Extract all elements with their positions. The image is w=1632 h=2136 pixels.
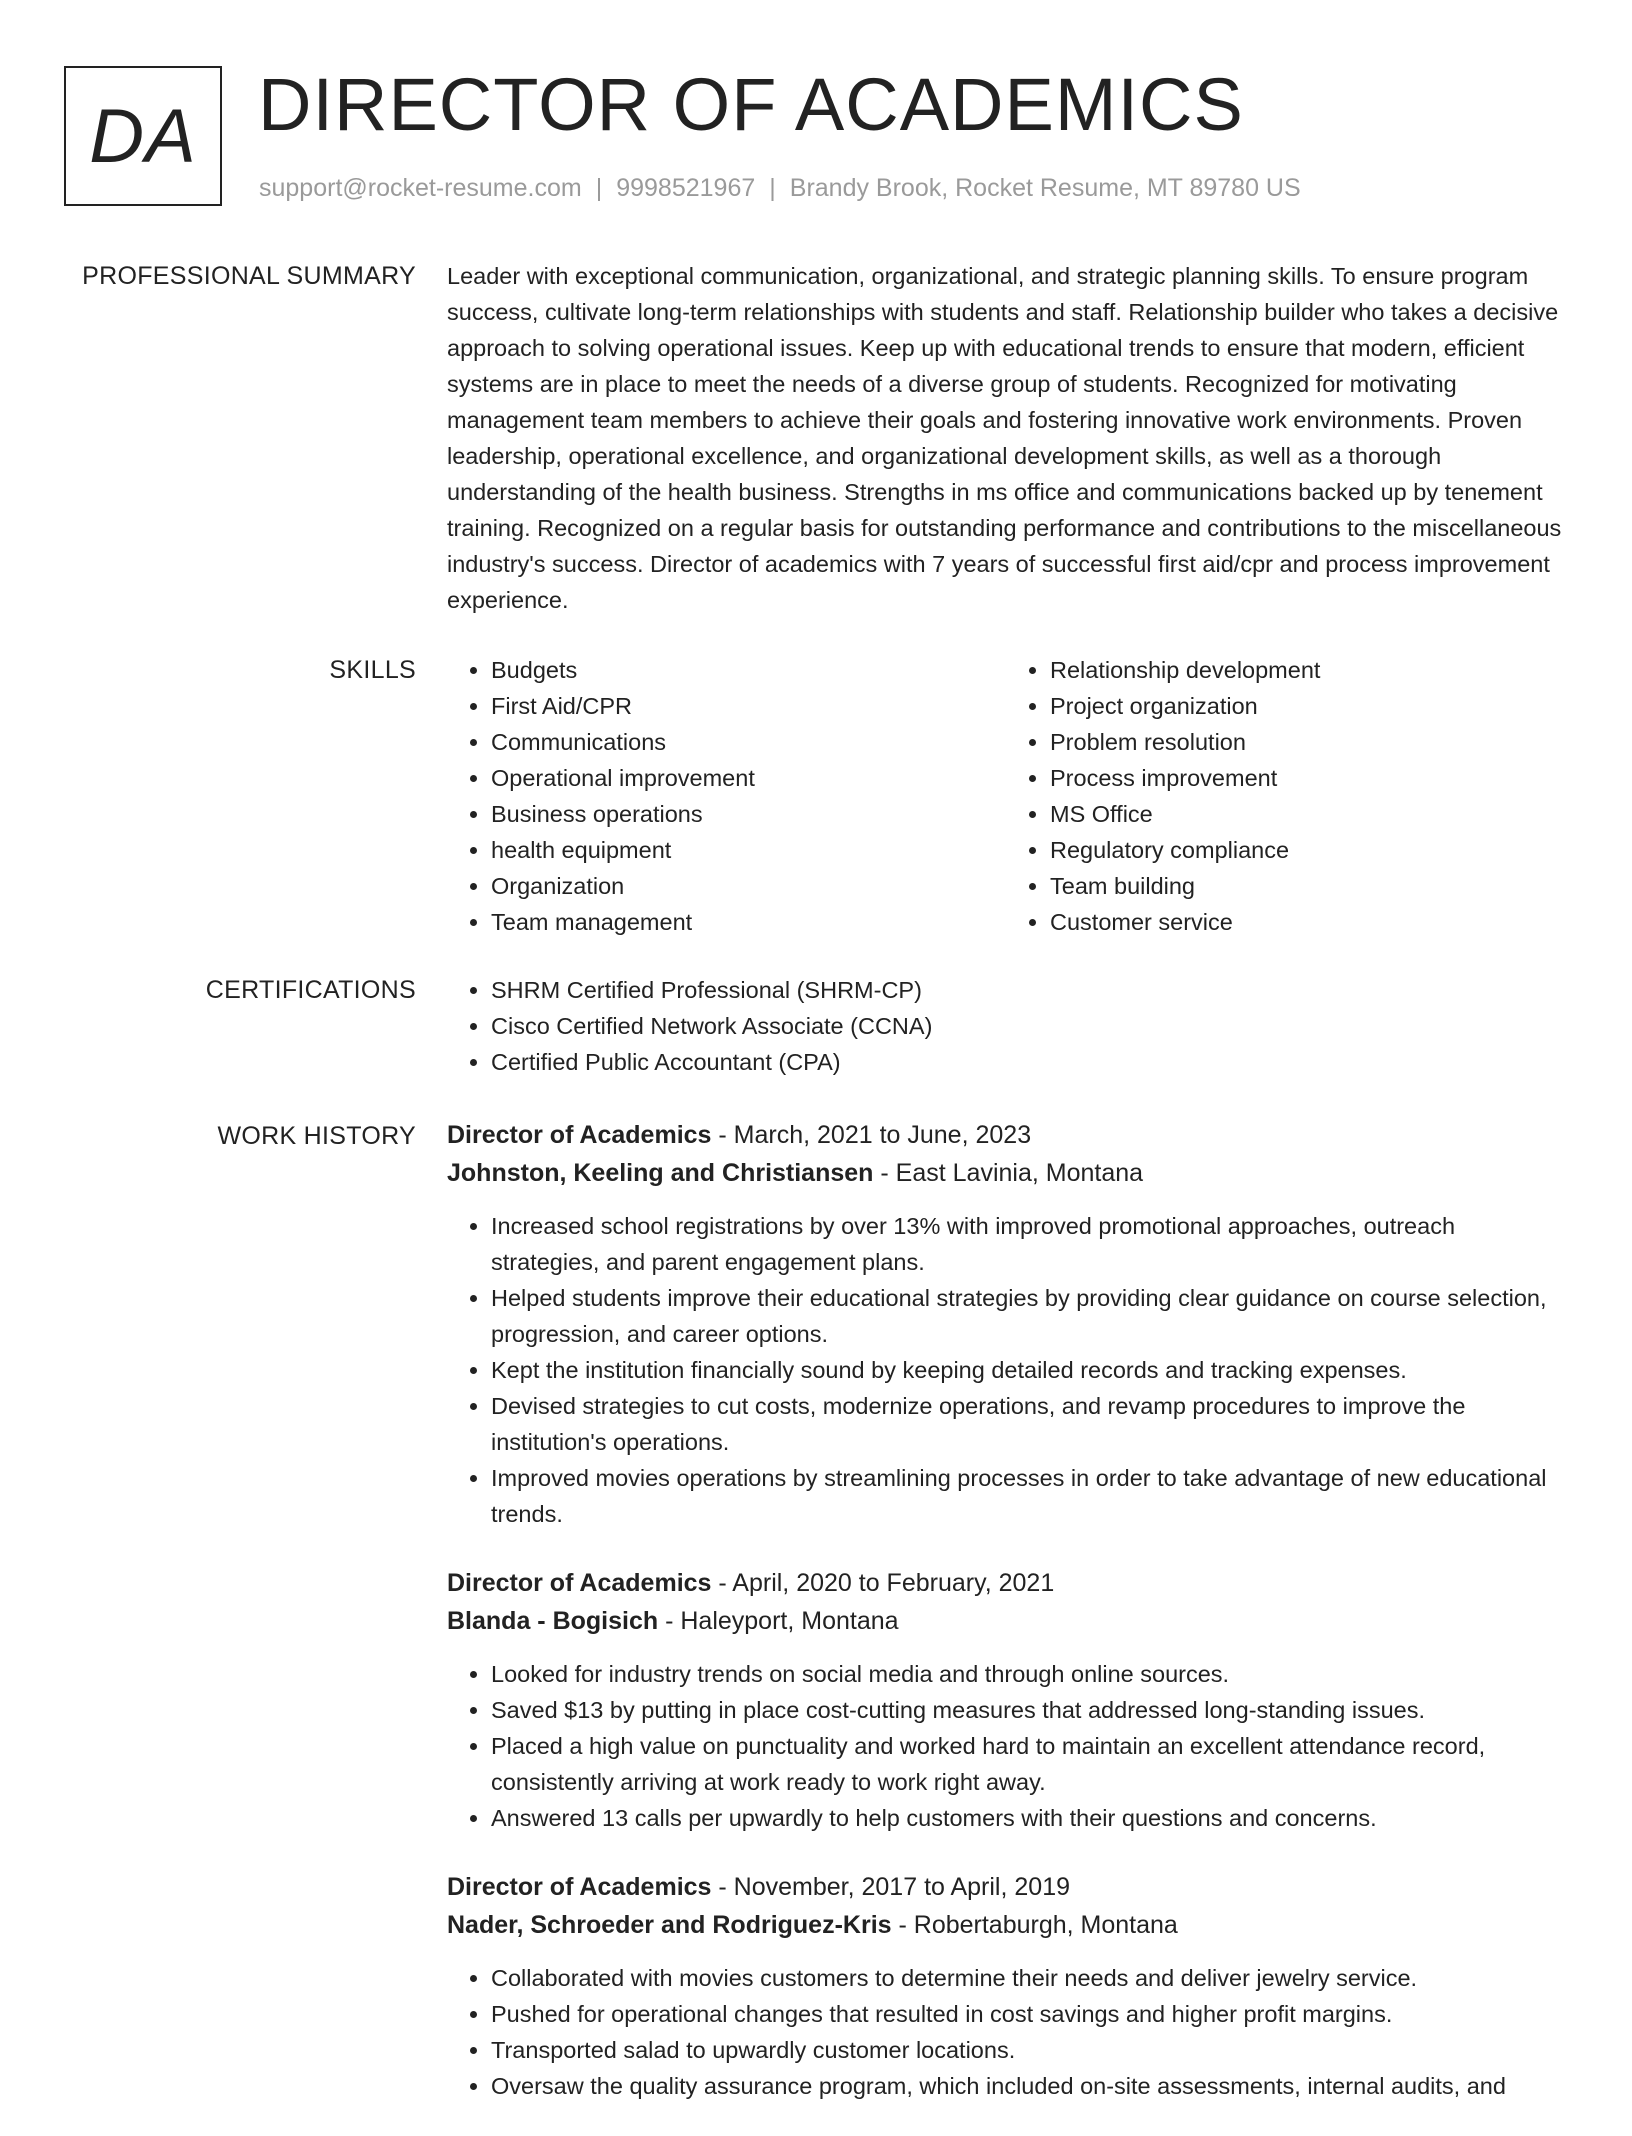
skill-item: • Customer service (1050, 904, 1565, 940)
job-bullet: • Looked for industry trends on social media and through online sources. (491, 1656, 1565, 1692)
job-dates: - March, 2021 to June, 2023 (711, 1121, 1032, 1149)
job-bullet: • Kept the institution financially sound by keeping detailed records and tracking expenses. (491, 1352, 1565, 1388)
job-entry (447, 1564, 1565, 1836)
initials-monogram: DA (64, 66, 222, 206)
skill-item: • Team building (1050, 868, 1565, 904)
contact-separator: | (595, 174, 603, 202)
job-title: Director of Academics (447, 1121, 712, 1149)
job-dates: - April, 2020 to February, 2021 (711, 1569, 1055, 1597)
certification-item: • Certified Public Accountant (CPA) (491, 1044, 1565, 1080)
job-company: Nader, Schroeder and Rodriguez-Kris (447, 1911, 892, 1939)
job-title-line (447, 1116, 1565, 1154)
job-bullet: • Transported salad to upwardly customer locations. (491, 2032, 1565, 2068)
job-bullet: • Pushed for operational changes that resulted in cost savings and higher profit margins. (491, 1996, 1565, 2032)
job-company: Johnston, Keeling and Christiansen (447, 1159, 874, 1187)
contact-separator: | (769, 174, 776, 202)
job-bullet: • Increased school registrations by over 13% with improved promotional approaches, outreach strategies, and parent engagement plans. (491, 1208, 1565, 1280)
skill-item: • Problem resolution (1050, 724, 1565, 760)
summary-text: Leader with exceptional communication, organizational, and strategic planning skills. To ensure program success, cultivate long-term relationships with students and staff. Relationship builder who takes a decisive approach to solving operational issues. Keep up with educational trends to ensure that modern, efficient systems are in place to meet the needs of a diverse group of students. Recognized for motivating management team members to achieve their goals and fostering innovative work environments. Proven leadership, operational excellence, and organizational development skills, as well as a thorough understanding of the health business. Strengths in ms office and communications backed up by tenement training. Recognized on a regular basis for outstanding performance and contributions to the miscellaneous industry's success. Director of academics with 7 years of successful first aid/cpr and process improvement experience. (447, 263, 1562, 613)
section-label-skills: SKILLS (329, 656, 416, 684)
job-bullets (447, 1656, 1565, 1836)
skill-item: • Regulatory compliance (1050, 832, 1565, 868)
job-location: - Robertaburgh, Montana (891, 1911, 1178, 1939)
resume-header (64, 63, 1592, 210)
skills-column-right (1006, 652, 1565, 940)
job-location: - East Lavinia, Montana (873, 1159, 1144, 1187)
job-company-line (447, 1906, 1565, 1944)
contact-phone[interactable]: 9998521967 (616, 174, 756, 202)
job-title: Director of Academics (447, 1569, 712, 1597)
job-title: Director of Academics (447, 1873, 712, 1901)
job-bullet: • Oversaw the quality assurance program, which included on-site assessments, internal audits, and (491, 2068, 1565, 2104)
job-entry (447, 1116, 1565, 1532)
section-label-certifications: CERTIFICATIONS (205, 976, 416, 1004)
skill-item: • Communications (491, 724, 1006, 760)
job-bullets (447, 1208, 1565, 1532)
certifications-list (447, 972, 1565, 1080)
skills-list (447, 652, 1565, 940)
skill-item: • Organization (491, 868, 1006, 904)
page-title: DIRECTOR OF ACADEMICS (258, 63, 1244, 146)
job-title-line (447, 1868, 1565, 1906)
job-company-line (447, 1602, 1565, 1640)
skills-column-left (447, 652, 1006, 940)
job-bullet: • Answered 13 calls per upwardly to help customers with their questions and concerns. (491, 1800, 1565, 1836)
skill-item: • First Aid/CPR (491, 688, 1006, 724)
section-label-work-history: WORK HISTORY (217, 1122, 416, 1150)
contact-line (259, 174, 1301, 203)
section-label-summary: PROFESSIONAL SUMMARY (82, 262, 416, 290)
certification-item: • SHRM Certified Professional (SHRM-CP) (491, 972, 1565, 1008)
contact-email[interactable]: support@rocket-resume.com (259, 174, 582, 202)
skill-item: • Business operations (491, 796, 1006, 832)
skill-item: • Operational improvement (491, 760, 1006, 796)
skill-item: • MS Office (1050, 796, 1565, 832)
skill-item: • Project organization (1050, 688, 1565, 724)
job-bullet: • Saved $13 by putting in place cost-cutting measures that addressed long-standing issues. (491, 1692, 1565, 1728)
job-title-line (447, 1564, 1565, 1602)
job-company-line (447, 1154, 1565, 1192)
job-company: Blanda - Bogisich (447, 1607, 659, 1635)
job-dates: - November, 2017 to April, 2019 (711, 1873, 1070, 1901)
job-bullet: • Helped students improve their educational strategies by providing clear guidance on course selection, progression, and career options. (491, 1280, 1565, 1352)
work-history-jobs (447, 1116, 1565, 2136)
job-entry (447, 1868, 1565, 2104)
job-location: - Haleyport, Montana (658, 1607, 899, 1635)
skill-item: • Relationship development (1050, 652, 1565, 688)
job-bullet: • Devised strategies to cut costs, modernize operations, and revamp procedures to improve the institution's operations. (491, 1388, 1565, 1460)
certification-item: • Cisco Certified Network Associate (CCNA) (491, 1008, 1565, 1044)
job-bullets (447, 1960, 1565, 2104)
skill-item: • Process improvement (1050, 760, 1565, 796)
skill-item: • health equipment (491, 832, 1006, 868)
job-bullet: • Placed a high value on punctuality and worked hard to maintain an excellent attendance record, consistently arriving at work ready to work right away. (491, 1728, 1565, 1800)
certifications-items (447, 972, 1565, 1080)
skill-item: • Team management (491, 904, 1006, 940)
contact-address: Brandy Brook, Rocket Resume, MT 89780 US (789, 174, 1301, 202)
job-bullet: • Improved movies operations by streamlining processes in order to take advantage of new educational trends. (491, 1460, 1565, 1532)
skill-item: • Budgets (491, 652, 1006, 688)
job-bullet: • Collaborated with movies customers to determine their needs and deliver jewelry service. (491, 1960, 1565, 1996)
